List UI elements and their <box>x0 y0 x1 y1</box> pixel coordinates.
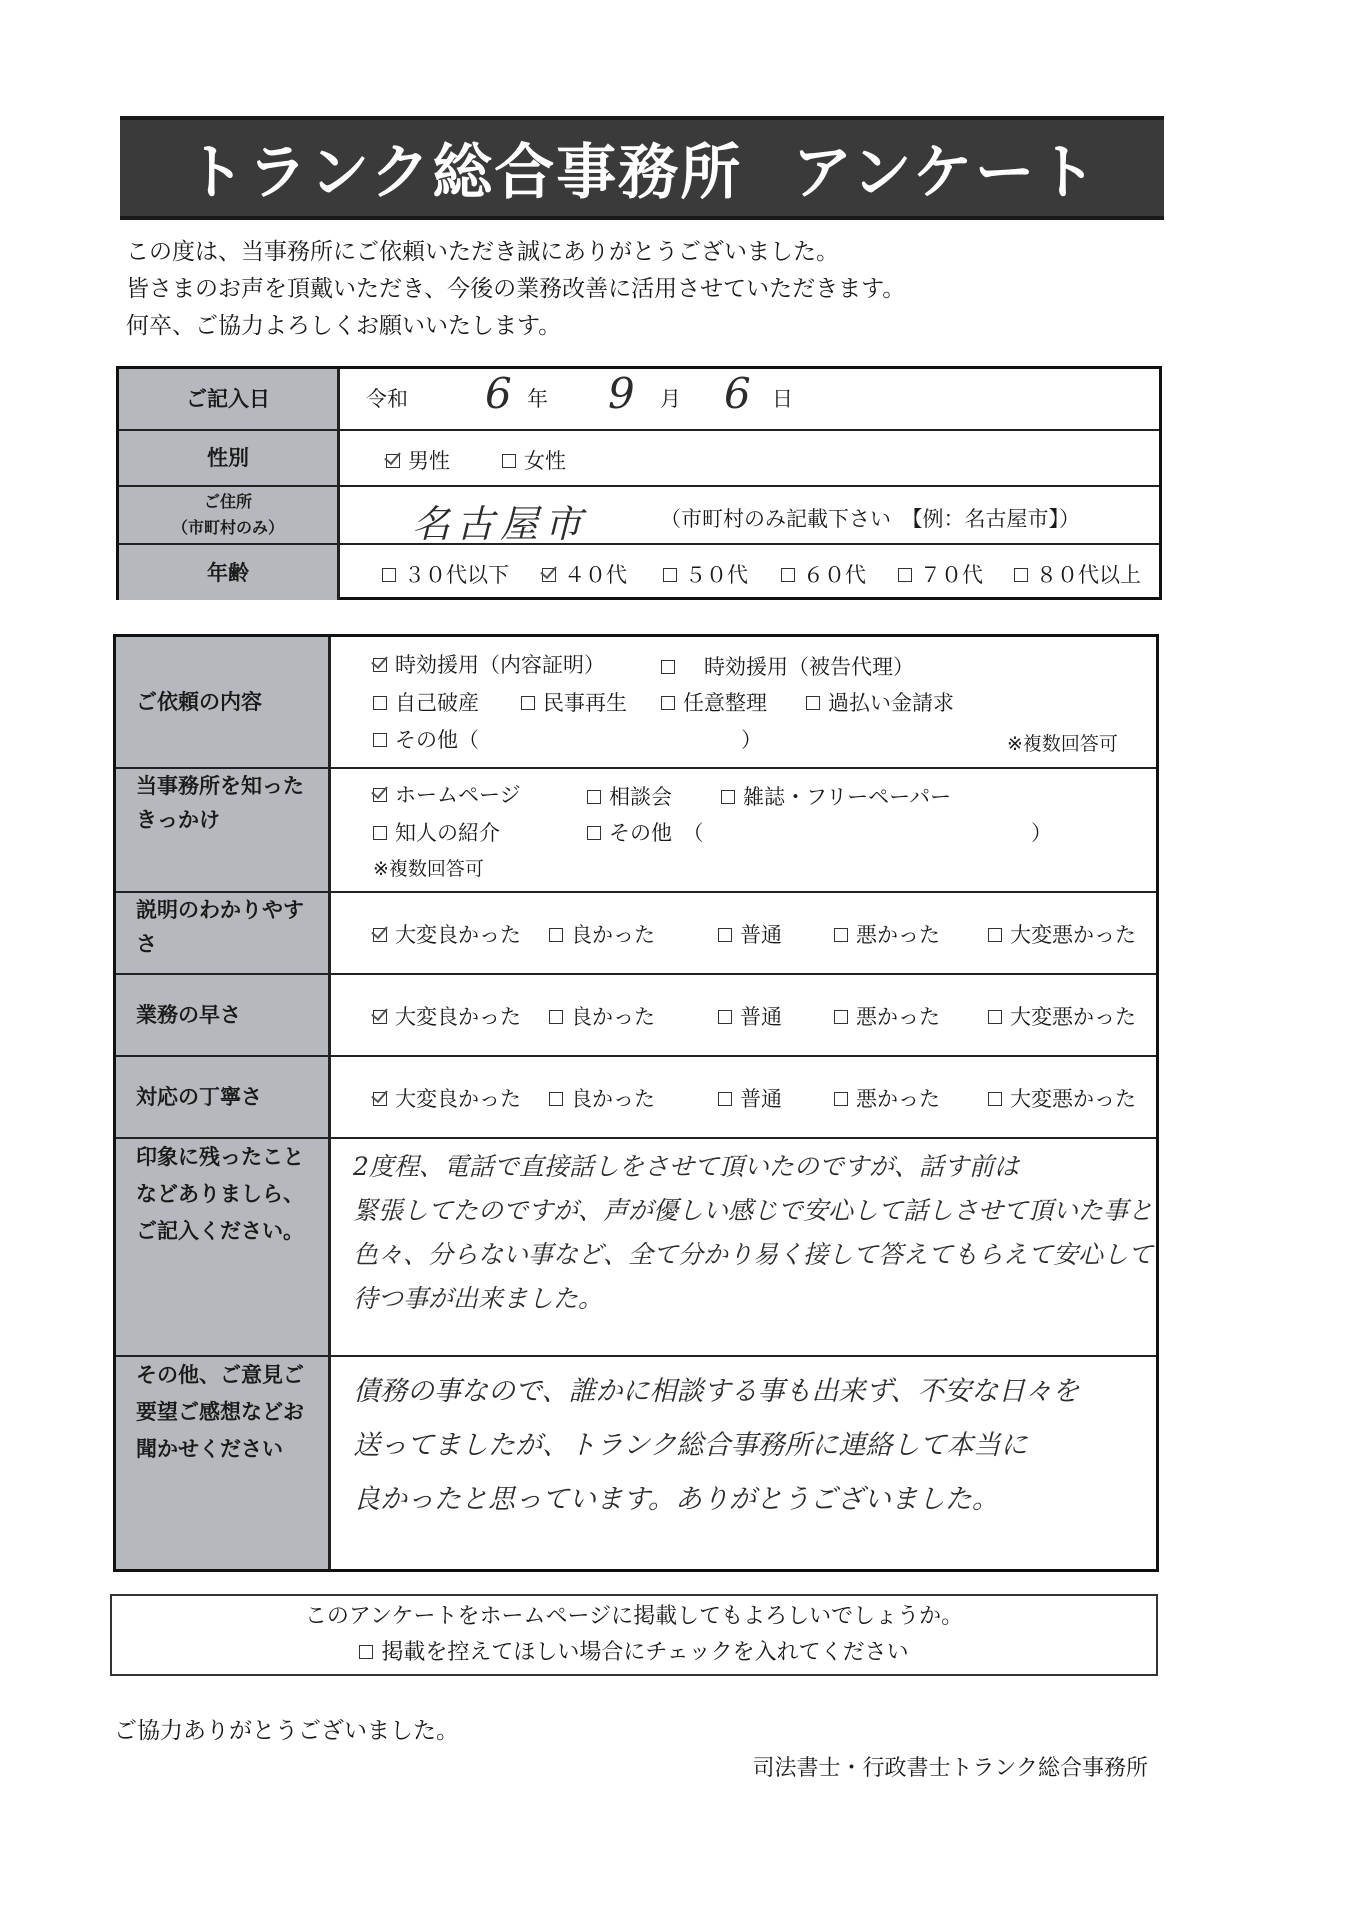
other-comments-field[interactable] <box>331 1357 1156 1569</box>
multi-answer-note: ※複数回答可 <box>373 858 484 880</box>
rating-option[interactable]: 大変悪かった <box>988 919 1136 949</box>
rating-option[interactable]: 大変悪かった <box>988 1001 1136 1031</box>
personal-info-table <box>116 366 1162 600</box>
intro-text <box>126 234 905 345</box>
checkbox-checked-icon[interactable] <box>373 1010 387 1024</box>
page-title <box>120 116 1164 220</box>
checkbox-icon[interactable] <box>988 1092 1002 1106</box>
rating-option[interactable]: 悪かった <box>834 1001 940 1031</box>
publish-checkbox-option[interactable]: 掲載を控えてほしい場合にチェックを入れてください <box>359 1635 908 1671</box>
checkbox-checked-icon[interactable] <box>386 454 400 468</box>
impression-line: 待つ事が出来ました。 <box>353 1284 604 1313</box>
other-line: 送ってましたが、トランク総合事務所に連絡して本当に <box>353 1430 1028 1461</box>
rating-option[interactable]: 普通 <box>718 1001 782 1031</box>
source-other-close: ） <box>1031 821 1052 845</box>
other-comments-row <box>116 1357 1156 1569</box>
rating-option[interactable]: 大変悪かった <box>988 1083 1136 1113</box>
rating-option[interactable]: 大変良かった <box>373 919 521 949</box>
address-note: （市町村のみ記載下さい 【例：名古屋市】） <box>660 507 1080 531</box>
survey-table <box>113 634 1159 1572</box>
checkbox-icon[interactable] <box>721 790 735 804</box>
request-option[interactable]: 任意整理 <box>661 687 767 717</box>
request-option[interactable]: 過払い金請求 <box>806 687 954 717</box>
checkbox-icon[interactable] <box>898 568 912 582</box>
signature: 司法書士・行政書士トランク総合事務所 <box>752 1756 1148 1781</box>
request-option[interactable]: 自己破産 <box>373 687 479 717</box>
rating-option[interactable]: 良かった <box>549 1083 655 1113</box>
rating-option[interactable]: 大変良かった <box>373 1083 521 1113</box>
intro-line: 何卒、ご協力よろしくお願いいたします。 <box>126 313 562 339</box>
checkbox-icon[interactable] <box>718 1092 732 1106</box>
impression-row <box>116 1139 1156 1357</box>
age-option[interactable]: ４０代 <box>542 559 627 589</box>
source-option[interactable]: 雑誌・フリーペーパー <box>721 781 951 811</box>
rating-option[interactable]: 悪かった <box>834 1083 940 1113</box>
impression-line: 色々、分らない事など、全て分かり易く接して答えてもらえて安心して <box>353 1240 1154 1269</box>
address-label: ご住所 （市町村のみ） <box>119 487 340 543</box>
request-option[interactable]: 民事再生 <box>521 687 627 717</box>
day-field[interactable]: 6 <box>724 369 751 418</box>
checkbox-icon[interactable] <box>718 1010 732 1024</box>
publish-consent-box <box>110 1594 1158 1676</box>
request-option-other[interactable]: その他（ <box>373 724 479 754</box>
age-option[interactable]: ３０代以下 <box>382 559 509 589</box>
checkbox-icon[interactable] <box>373 696 387 710</box>
checkbox-icon[interactable] <box>587 790 601 804</box>
gender-option-male[interactable]: 男性 <box>386 445 450 475</box>
title-survey: アンケート <box>792 138 1099 208</box>
checkbox-icon[interactable] <box>834 1010 848 1024</box>
rating-option[interactable]: 普通 <box>718 1083 782 1113</box>
impression-label: 印象に残ったこと などありましら、 ご記入ください。 <box>116 1139 331 1355</box>
checkbox-icon[interactable] <box>806 696 820 710</box>
source-label: 当事務所を知った きっかけ <box>116 769 331 891</box>
request-option[interactable]: 時効援用（内容証明） <box>373 649 605 679</box>
checkbox-icon[interactable] <box>988 1010 1002 1024</box>
other-line: 債務の事なので、誰かに相談する事も出来ず、不安な日々を <box>353 1376 1080 1407</box>
checkbox-icon[interactable] <box>781 568 795 582</box>
closing-text: ご協力ありがとうございました。 <box>114 1718 459 1744</box>
source-row <box>116 769 1156 893</box>
intro-line: 皆さまのお声を頂戴いただき、今後の業務改善に活用させていただきます。 <box>126 276 906 302</box>
address-row <box>119 487 1159 545</box>
age-row <box>119 545 1159 600</box>
rating-option[interactable]: 悪かった <box>834 919 940 949</box>
checkbox-checked-icon[interactable] <box>373 1092 387 1106</box>
date-label: ご記入日 <box>119 369 340 429</box>
checkbox-checked-icon[interactable] <box>373 928 387 942</box>
impression-field[interactable] <box>331 1139 1156 1355</box>
rating-label: 業務の早さ <box>116 975 331 1055</box>
request-label: ご依頼の内容 <box>116 637 331 767</box>
request-row <box>116 637 1156 769</box>
gender-row <box>119 431 1159 487</box>
checkbox-icon[interactable] <box>661 660 675 674</box>
request-other-close: ） <box>741 728 762 752</box>
checkbox-icon[interactable] <box>549 928 563 942</box>
checkbox-icon[interactable] <box>382 568 396 582</box>
age-option[interactable]: ８０代以上 <box>1014 559 1141 589</box>
checkbox-icon[interactable] <box>549 1092 563 1106</box>
impression-line: 緊張してたのですが、声が優しい感じで安心して話しさせて頂いた事と <box>353 1196 1154 1225</box>
checkbox-icon[interactable] <box>502 454 516 468</box>
age-option[interactable]: ６０代 <box>781 559 866 589</box>
age-option[interactable]: ７０代 <box>898 559 983 589</box>
date-row <box>119 369 1159 431</box>
year-unit: 年 <box>527 387 548 411</box>
checkbox-icon[interactable] <box>373 733 387 747</box>
rating-row-clarity <box>116 893 1156 975</box>
rating-row-speed <box>116 975 1156 1057</box>
publish-question: このアンケートをホームページに掲載してもよろしいでしょうか。 <box>304 1604 964 1629</box>
checkbox-checked-icon[interactable] <box>542 568 556 582</box>
checkbox-icon[interactable] <box>587 826 601 840</box>
other-line: 良かったと思っています。ありがとうございました。 <box>353 1484 999 1515</box>
checkbox-icon[interactable] <box>661 696 675 710</box>
checkbox-icon[interactable] <box>549 1010 563 1024</box>
address-field[interactable]: 名古屋市 <box>412 502 589 546</box>
checkbox-checked-icon[interactable] <box>373 788 387 802</box>
checkbox-icon[interactable] <box>718 928 732 942</box>
month-field[interactable]: 9 <box>608 369 635 418</box>
source-option[interactable]: ホームページ <box>373 779 521 809</box>
rating-option[interactable]: 大変良かった <box>373 1001 521 1031</box>
rating-row-politeness <box>116 1057 1156 1139</box>
title-office: トランク総合事務所 <box>185 138 743 208</box>
era-text: 令和 <box>366 387 408 411</box>
impression-line: 2度程、電話で直接話しをさせて頂いたのですが、話す前は <box>353 1152 1019 1181</box>
checkbox-icon[interactable] <box>663 568 677 582</box>
age-option[interactable]: ５０代 <box>663 559 748 589</box>
checkbox-icon[interactable] <box>834 1092 848 1106</box>
checkbox-icon[interactable] <box>1014 568 1028 582</box>
checkbox-icon[interactable] <box>521 696 535 710</box>
gender-label: 性別 <box>119 431 340 485</box>
gender-option-female[interactable]: 女性 <box>502 445 566 475</box>
rating-label: 対応の丁寧さ <box>116 1057 331 1137</box>
year-field[interactable]: 6 <box>485 369 512 418</box>
rating-option[interactable]: 普通 <box>718 919 782 949</box>
month-unit: 月 <box>660 387 681 411</box>
other-comments-label: その他、ご意見ご 要望ご感想などお 聞かせください <box>116 1357 331 1569</box>
checkbox-icon[interactable] <box>373 826 387 840</box>
source-option[interactable]: 知人の紹介 <box>373 817 500 847</box>
checkbox-icon[interactable] <box>834 928 848 942</box>
day-unit: 日 <box>772 387 793 411</box>
rating-label: 説明のわかりやす さ <box>116 893 331 973</box>
source-option-other[interactable]: その他 （ <box>587 817 704 847</box>
age-label: 年齢 <box>119 545 340 600</box>
request-option[interactable]: 時効援用（被告代理） <box>661 651 914 681</box>
intro-line: この度は、当事務所にご依頼いただき誠にありがとうございました。 <box>126 239 839 265</box>
rating-option[interactable]: 良かった <box>549 1001 655 1031</box>
multi-answer-note: ※複数回答可 <box>1007 733 1118 755</box>
checkbox-icon[interactable] <box>988 928 1002 942</box>
checkbox-checked-icon[interactable] <box>373 658 387 672</box>
rating-option[interactable]: 良かった <box>549 919 655 949</box>
source-option[interactable]: 相談会 <box>587 781 672 811</box>
checkbox-icon[interactable] <box>359 1645 373 1659</box>
